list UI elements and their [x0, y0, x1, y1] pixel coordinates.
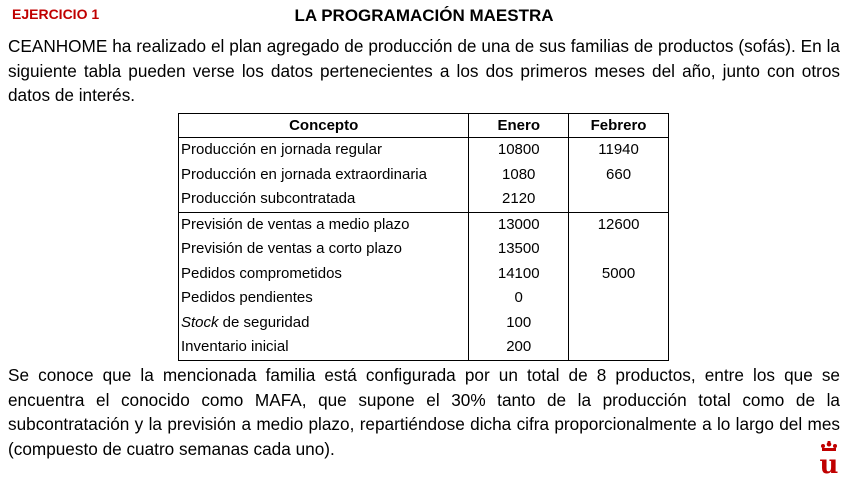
table-row	[179, 163, 669, 188]
row-january: 13000	[469, 212, 569, 237]
row-concept: Pedidos pendientes	[179, 286, 469, 311]
header-concept: Concepto	[179, 114, 469, 138]
table-row	[179, 138, 669, 163]
table-row	[179, 237, 669, 262]
outro-paragraph: Se conoce que la mencionada familia está configurada por un total de 8 productos, entre los que se encuentra el conocido como MAFA, que supone el 30% tanto de la producción total como de la subcontratación y la previsión a medio plazo, repartiéndose dicha cifra proporcionalmente a lo largo del mes (compuesto de cuatro semanas cada uno).	[8, 365, 840, 459]
page-title: LA PROGRAMACIÓN MAESTRA	[294, 6, 554, 25]
row-january: 1080	[469, 163, 569, 188]
row-february	[569, 187, 669, 212]
row-february	[569, 286, 669, 311]
row-february	[569, 237, 669, 262]
header-february: Febrero	[569, 114, 669, 138]
university-logo-icon	[816, 441, 842, 474]
row-concept	[179, 311, 469, 336]
row-january: 14100	[469, 262, 569, 287]
exercise-label: EJERCICIO 1	[12, 6, 100, 22]
table-row	[179, 262, 669, 287]
row-february: 12600	[569, 212, 669, 237]
row-concept: Producción en jornada regular	[179, 138, 469, 163]
row-concept: Previsión de ventas a medio plazo	[179, 212, 469, 237]
row-february	[569, 311, 669, 336]
row-january: 10800	[469, 138, 569, 163]
table-row	[179, 335, 669, 360]
row-concept: Producción subcontratada	[179, 187, 469, 212]
row-february: 11940	[569, 138, 669, 163]
table-row	[179, 286, 669, 311]
row-concept: Inventario inicial	[179, 335, 469, 360]
row-february	[569, 335, 669, 360]
row-concept-emphasis: Stock	[181, 313, 219, 331]
row-february: 660	[569, 163, 669, 188]
data-table	[178, 113, 669, 361]
row-january: 100	[469, 311, 569, 336]
row-concept: Producción en jornada extraordinaria	[179, 163, 469, 188]
row-january: 13500	[469, 237, 569, 262]
intro-paragraph: CEANHOME ha realizado el plan agregado de producción de una de sus familias de productos (sofás). En la siguiente tabla pueden verse los datos pertenecientes a los dos primeros meses del año, junto con otros datos de interés.	[8, 36, 840, 105]
table-row	[179, 187, 669, 212]
row-february: 5000	[569, 262, 669, 287]
row-concept: Pedidos comprometidos	[179, 262, 469, 287]
logo-letter: u	[819, 450, 839, 474]
row-january: 200	[469, 335, 569, 360]
table-row	[179, 311, 669, 336]
table-row	[179, 212, 669, 237]
row-concept: Previsión de ventas a corto plazo	[179, 237, 469, 262]
row-january: 2120	[469, 187, 569, 212]
row-concept-rest: de seguridad	[218, 313, 310, 331]
header-january: Enero	[469, 114, 569, 138]
table-header-row	[179, 114, 669, 138]
row-january: 0	[469, 286, 569, 311]
